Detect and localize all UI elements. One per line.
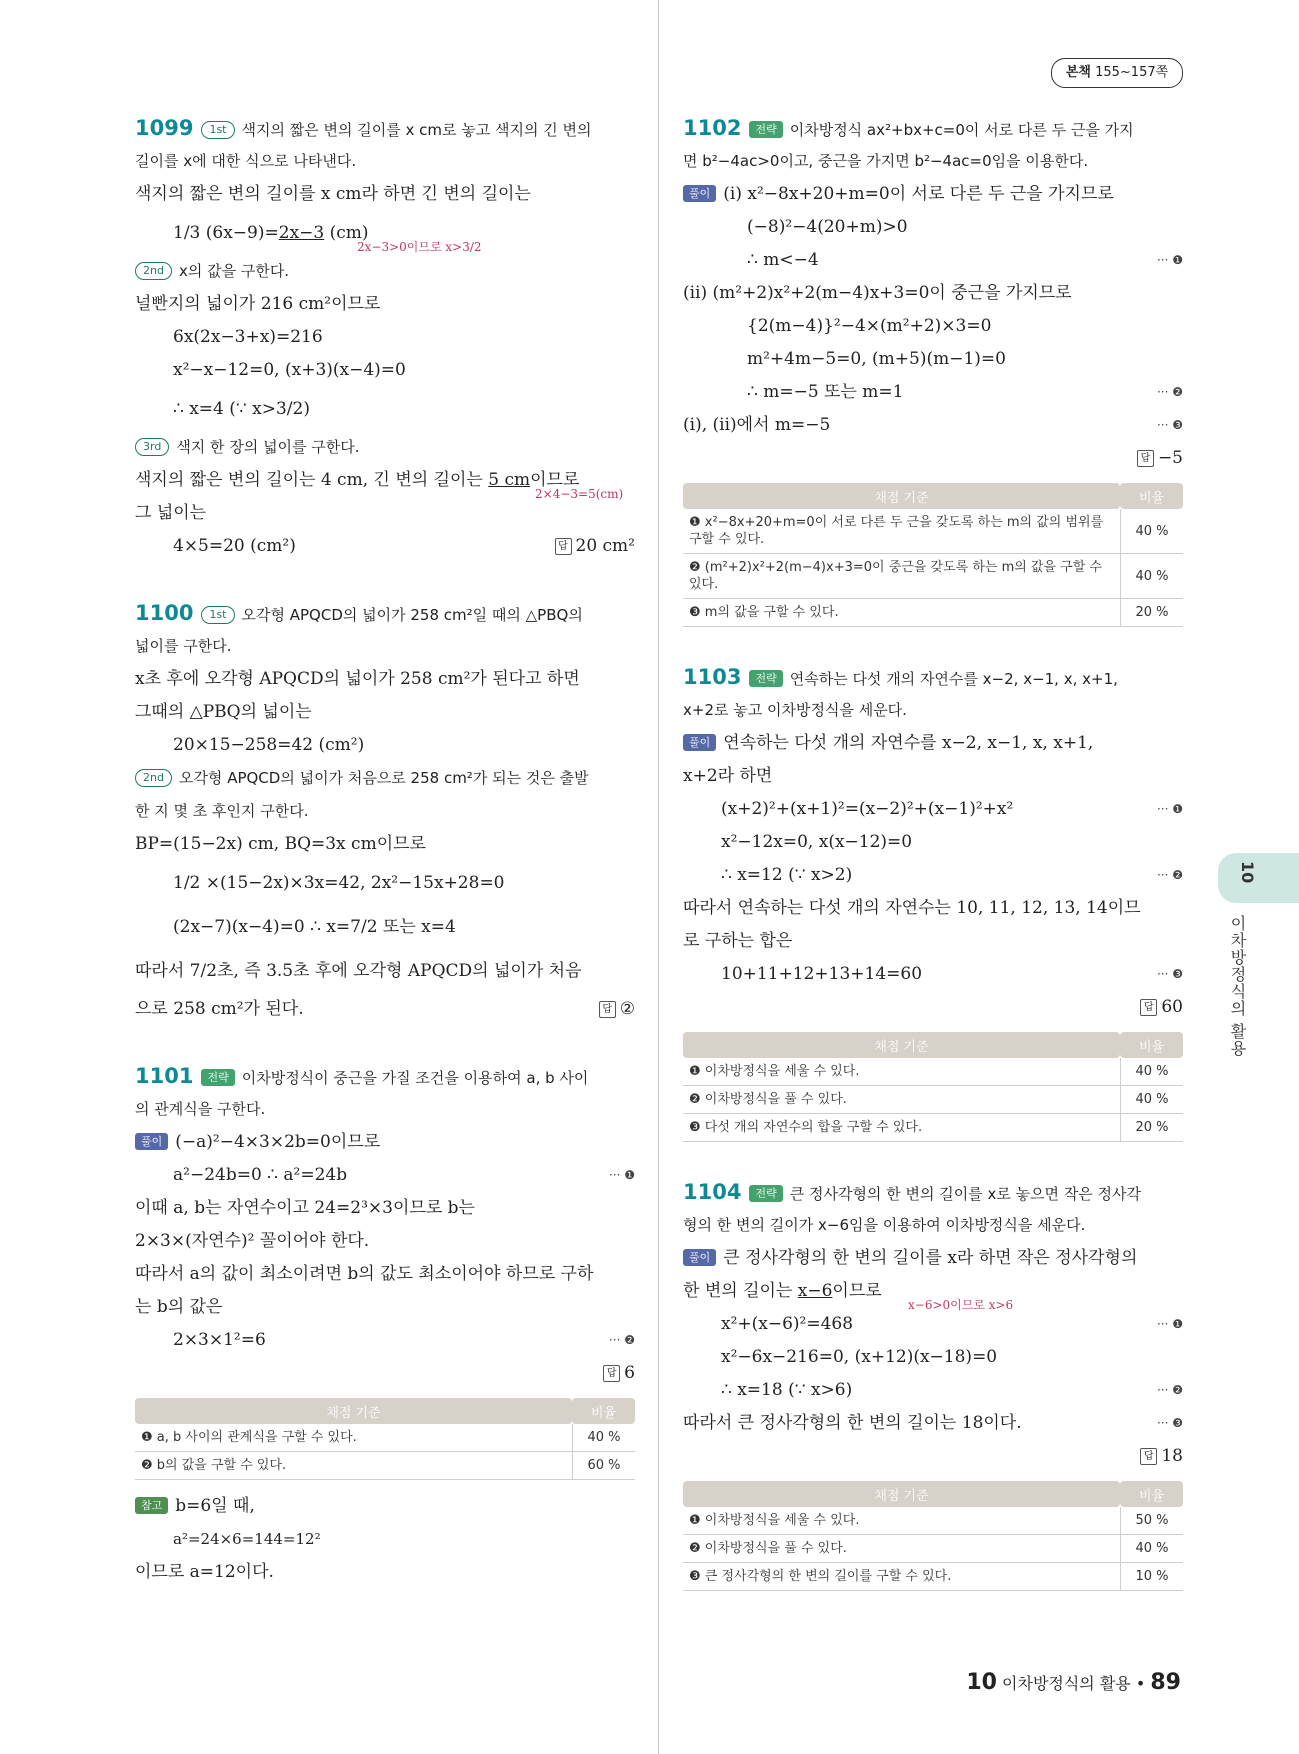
column-divider: [658, 0, 659, 1754]
scoring-criteria-table: 채점 기준 비율 ❶ 이차방정식을 세울 수 있다. 50 % ❷ 이차방정식을 풀 수 있다. 40 % ❸ 큰 정사각형의 한 변의 길이를 구할 수 있다. 10 %: [683, 1481, 1183, 1591]
answer: 답 ②: [599, 993, 635, 1026]
table-row: ❶ 이차방정식을 세울 수 있다. 40 %: [683, 1058, 1183, 1086]
problem-1104: 1104 전략 큰 정사각형의 한 변의 길이를 x로 놓으면 작은 정사각 형의 한 변의 길이가 x−6임을 이용하여 이차방정식을 세운다. 풀이 큰 정사각형의 한 변의 길이를 x라 하면 작은 정사각형의 한 변의 길이는 x−6이므로 x−6>0이므로 x>6 x²+(x−6)²=468 ··· ❶ x²−6x−216=0, (x+12)(x−18)=0 ∴ x=18 (∵ x>6) ··· ❷ 따라서 큰 정사각형의 한 변의 길이는 18이다. ··· ❸ 답 18 채점 기준 비율 ❶ 이차방정식을 세울 수 있다. 50 % ❷ 이차방정식을 풀 수 있다. 40 % ❸ 큰 정사각형의 한 변의 길이를 구할 수 있다. 10 %: [683, 1176, 1183, 1591]
answer: 답 20 cm²: [555, 530, 636, 563]
table-row: ❶ x²−8x+20+m=0이 서로 다른 두 근을 갖도록 하는 m의 값의 범위를 구할 수 있다. 40 %: [683, 509, 1183, 554]
answer-icon: 답: [1140, 1448, 1157, 1465]
answer-icon: 답: [603, 1365, 620, 1382]
problem-1099: 1099 1st 색지의 짧은 변의 길이를 x cm로 놓고 색지의 긴 변의 길이를 x에 대한 식으로 나타낸다. 색지의 짧은 변의 길이를 x cm라 하면 긴 변의 길이는 1/3 (6x−9)=2x−3 (cm) 2x−3>0이므로 x>3/2 2nd x의 값을 구한다. 널빤지의 넓이가 216 cm²이므로 6x(2x−3+x)=216 x²−x−12=0, (x+3)(x−4)=0 ∴ x=4 (∵ x>3/2) 3rd 색지 한 장의 넓이를 구한다. 색지의 짧은 변의 길이는 4 cm, 긴 변의 길이는 5 cm이므로 2×4−3=5(cm) 그 넓이는 4×5=20 (cm²) 답 20 cm²: [135, 112, 635, 563]
table-row: ❷ (m²+2)x²+2(m−4)x+3=0이 중근을 갖도록 하는 m의 값을 구할 수 있다. 40 %: [683, 554, 1183, 599]
scoring-criteria-table: 채점 기준 비율 ❶ a, b 사이의 관계식을 구할 수 있다. 40 % ❷ b의 값을 구할 수 있다. 60 %: [135, 1398, 635, 1480]
scoring-criteria-table: 채점 기준 비율 ❶ x²−8x+20+m=0이 서로 다른 두 근을 갖도록 하는 m의 값의 범위를 구할 수 있다. 40 % ❷ (m²+2)x²+2(m−4)x+3=0이 중근을 갖도록 하는 m의 값을 구할 수 있다. 40 % ❸ m의 값을 구할 수 있다. 20 %: [683, 483, 1183, 627]
table-row: ❸ 큰 정사각형의 한 변의 길이를 구할 수 있다. 10 %: [683, 1563, 1183, 1591]
side-note: 2×4−3=5(cm): [535, 487, 624, 501]
problem-1101: 1101 전략 이차방정식이 중근을 가질 조건을 이용하여 a, b 사이 의 관계식을 구한다. 풀이 (−a)²−4×3×2b=0이므로 a²−24b=0 ∴ a²=24b ··· ❶ 이때 a, b는 자연수이고 24=2³×3이므로 b는 2×3×(자연수)² 꼴이어야 한다. 따라서 a의 값이 최소이려면 b의 값도 최소이어야 하므로 구하 는 b의 값은 2×3×1²=6 ··· ❷ 답 6 채점 기준 비율 ❶ a, b 사이의 관계식을 구할 수 있다. 40 % ❷ b의 값을 구할 수 있다. 60 % 참고 b=6일 때, a²=24×6=144=12² 이므로 a=12이다.: [135, 1064, 635, 1582]
page-number: 89: [1150, 1670, 1181, 1695]
table-row: ❶ 이차방정식을 세울 수 있다. 50 %: [683, 1507, 1183, 1535]
side-note: x−6>0이므로 x>6: [908, 1298, 1014, 1312]
table-row: ❸ 다섯 개의 자연수의 합을 구할 수 있다. 20 %: [683, 1114, 1183, 1142]
answer-icon: 답: [599, 1001, 616, 1018]
problem-1100: 1100 1st 오각형 APQCD의 넓이가 258 cm²일 때의 △PBQ의 넓이를 구한다. x초 후에 오각형 APQCD의 넓이가 258 cm²가 된다고 하면 그때의 △PBQ의 넓이는 20×15−258=42 (cm²) 2nd 오각형 APQCD의 넓이가 처음으로 258 cm²가 되는 것은 출발 한 지 몇 초 후인지 구한다. BP=(15−2x) cm, BQ=3x cm이므로 1/2 ×(15−2x)×3x=42, 2x²−15x+28=0 (2x−7)(x−4)=0 ∴ x=7/2 또는 x=4 따라서 7/2초, 즉 3.5초 후에 오각형 APQCD의 넓이가 처음 으로 258 cm²가 된다. 답 ②: [135, 597, 635, 1026]
page-reference-badge: 본책 155~157쪽: [1051, 58, 1183, 88]
answer: 답 18: [683, 1440, 1183, 1473]
chapter-side-title: 이차방정식의 활용: [1228, 915, 1247, 1058]
left-column: [135, 112, 635, 1589]
page-footer: 10 이차방정식의 활용 • 89: [966, 1670, 1181, 1695]
answer: 답 6: [135, 1357, 635, 1390]
problem-1103: 1103 전략 연속하는 다섯 개의 자연수를 x−2, x−1, x, x+1, x+2로 놓고 이차방정식을 세운다. 풀이 연속하는 다섯 개의 자연수를 x−2, x−1, x, x+1, x+2라 하면 (x+2)²+(x+1)²=(x−2)²+(x−1)²+x² ··· ❶ x²−12x=0, x(x−12)=0 ∴ x=12 (∵ x>2) ··· ❷ 따라서 연속하는 다섯 개의 자연수는 10, 11, 12, 13, 14이므 로 구하는 합은 10+11+12+13+14=60 ··· ❸ 답 60 채점 기준 비율 ❶ 이차방정식을 세울 수 있다. 40 % ❷ 이차방정식을 풀 수 있다. 40 % ❸ 다섯 개의 자연수의 합을 구할 수 있다. 20 %: [683, 661, 1183, 1142]
problem-1102: 1102 전략 이차방정식 ax²+bx+c=0이 서로 다른 두 근을 가지 면 b²−4ac>0이고, 중근을 가지면 b²−4ac=0임을 이용한다. 풀이 (ⅰ) x²−8x+20+m=0이 서로 다른 두 근을 가지므로 (−8)²−4(20+m)>0 ∴ m<−4 ··· ❶ (ⅱ) (m²+2)x²+2(m−4)x+3=0이 중근을 가지므로 {2(m−4)}²−4×(m²+2)×3=0 m²+4m−5=0, (m+5)(m−1)=0 ∴ m=−5 또는 m=1 ··· ❷ (ⅰ), (ⅱ)에서 m=−5 ··· ❸ 답 −5 채점 기준 비율 ❶ x²−8x+20+m=0이 서로 다른 두 근을 갖도록 하는 m의 값의 범위를 구할 수 있다. 40 % ❷ (m²+2)x²+2(m−4)x+3=0이 중근을 갖도록 하는 m의 값을 구할 수 있다. 40 % ❸ m의 값을 구할 수 있다. 20 %: [683, 112, 1183, 627]
right-column: [683, 112, 1183, 1591]
side-note: 2x−3>0이므로 x>3/2: [357, 240, 482, 254]
scoring-criteria-table: 채점 기준 비율 ❶ 이차방정식을 세울 수 있다. 40 % ❷ 이차방정식을 풀 수 있다. 40 % ❸ 다섯 개의 자연수의 합을 구할 수 있다. 20 %: [683, 1032, 1183, 1142]
chapter-side-tab: 10: [1218, 853, 1299, 903]
table-row: ❷ b의 값을 구할 수 있다. 60 %: [135, 1452, 635, 1480]
table-row: ❷ 이차방정식을 풀 수 있다. 40 %: [683, 1086, 1183, 1114]
answer: 답 60: [683, 991, 1183, 1024]
answer: 답 −5: [683, 442, 1183, 475]
table-row: ❶ a, b 사이의 관계식을 구할 수 있다. 40 %: [135, 1424, 635, 1452]
table-row: ❷ 이차방정식을 풀 수 있다. 40 %: [683, 1535, 1183, 1563]
answer-icon: 답: [1137, 450, 1154, 467]
table-row: ❸ m의 값을 구할 수 있다. 20 %: [683, 599, 1183, 627]
answer-icon: 답: [1140, 999, 1157, 1016]
answer-icon: 답: [555, 538, 572, 555]
